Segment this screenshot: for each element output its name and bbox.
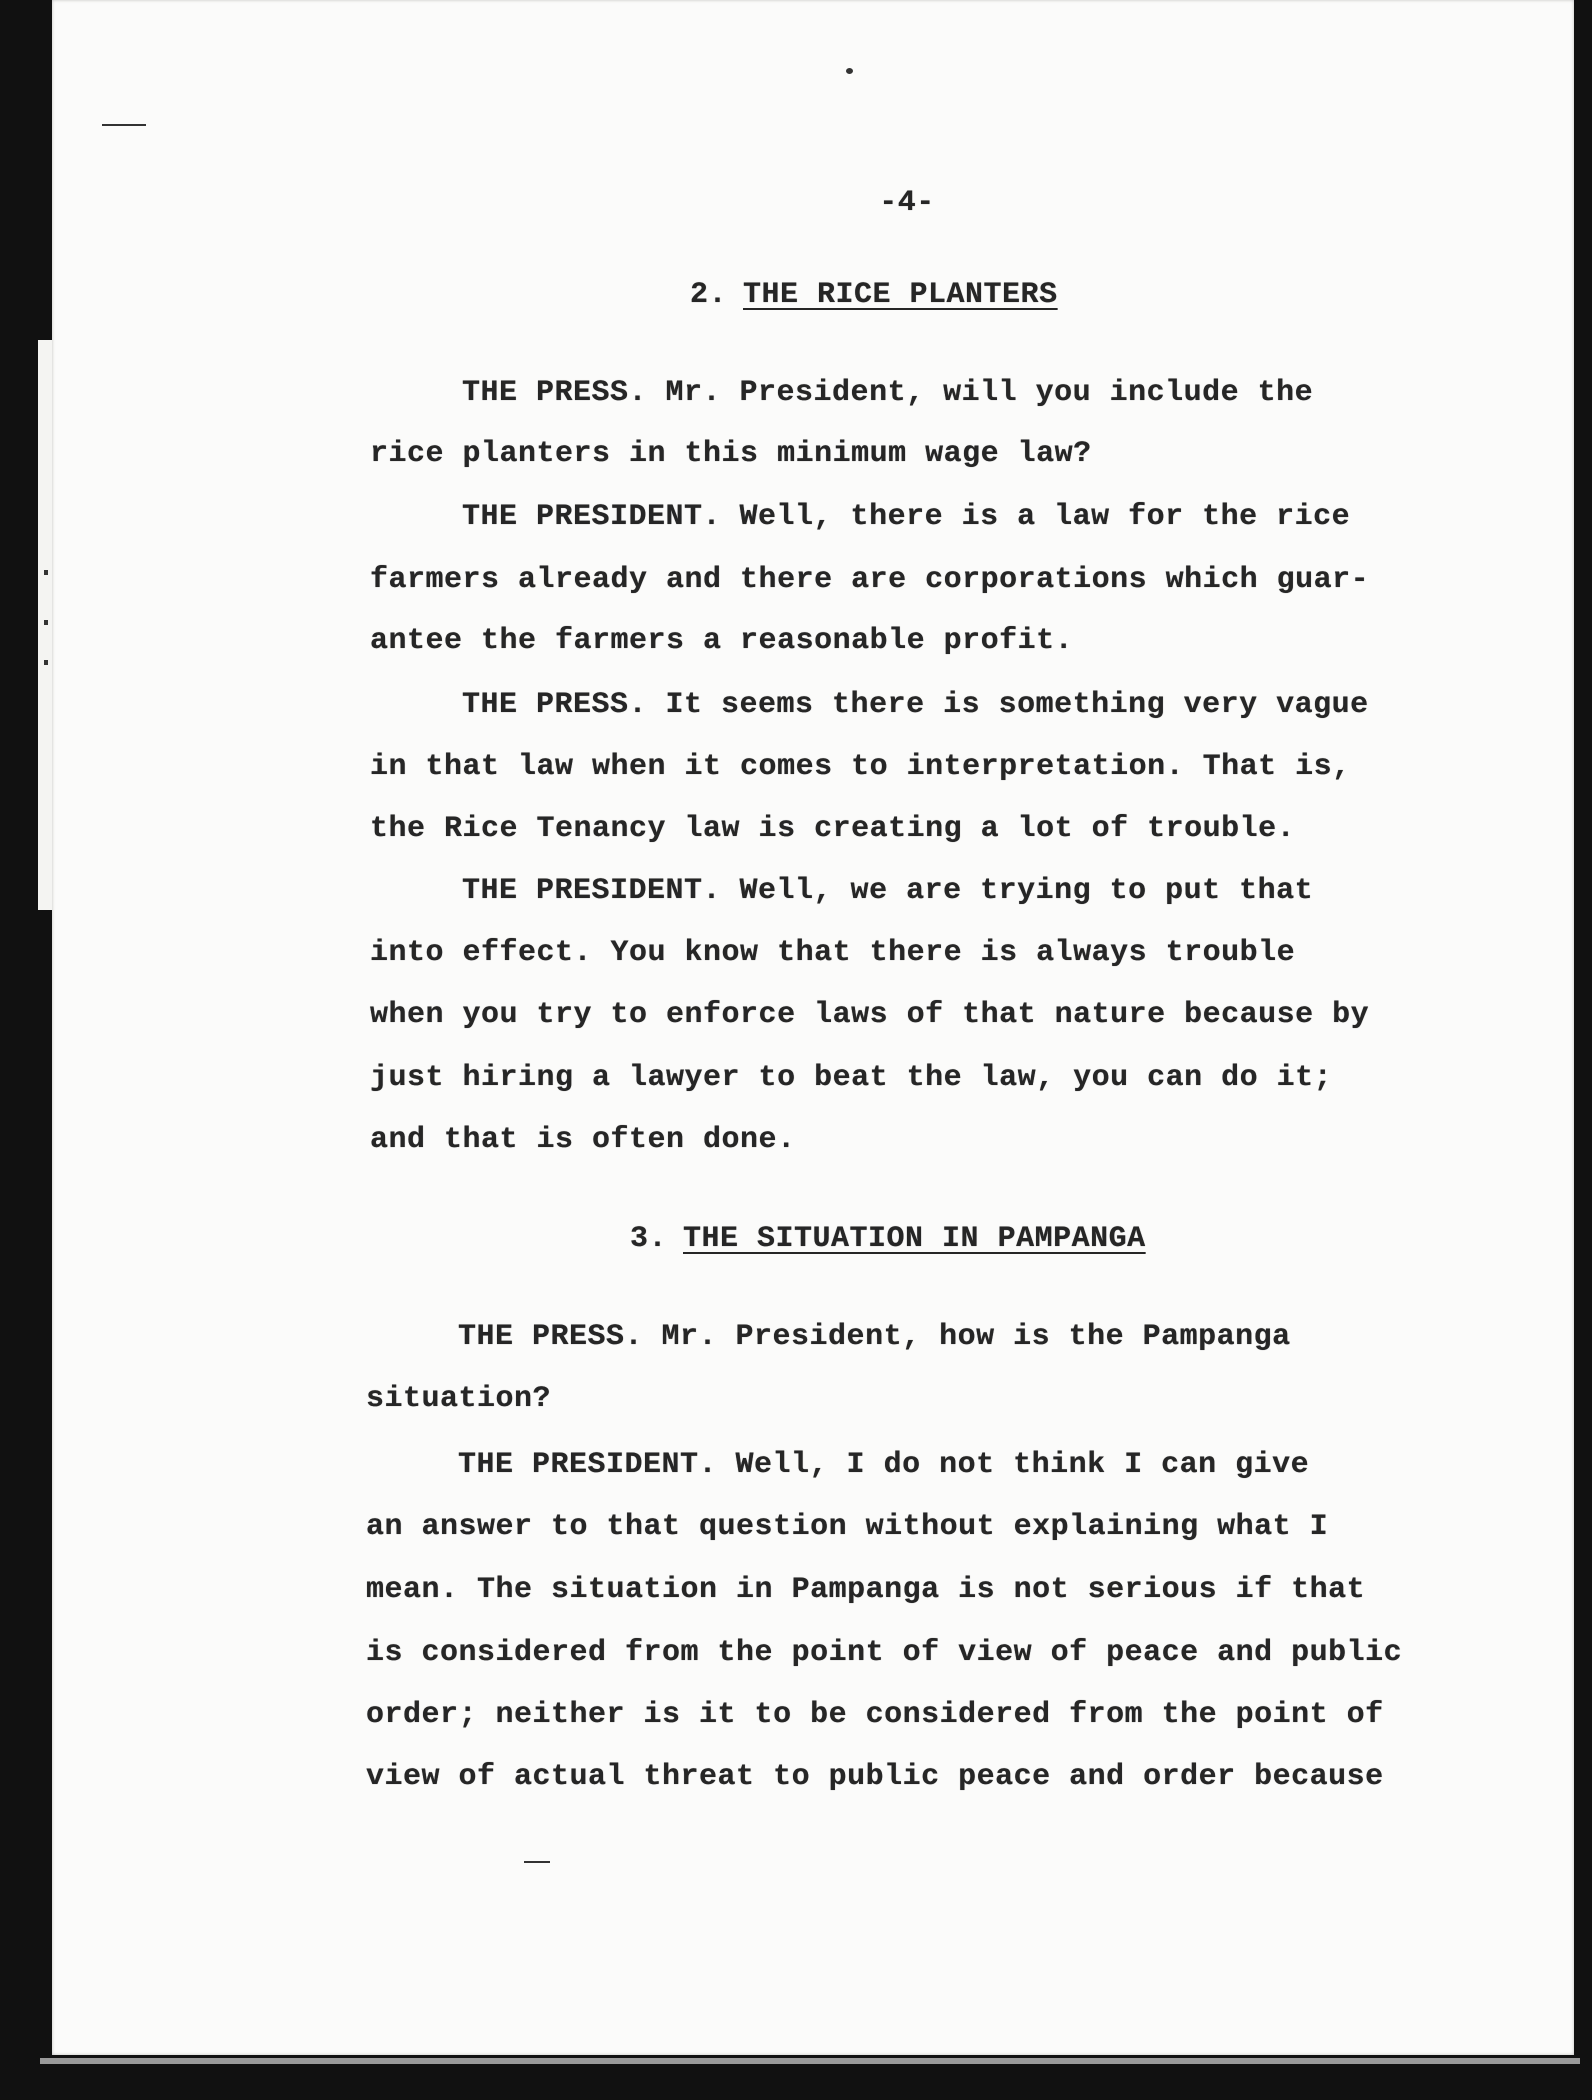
- section-number: 3.: [630, 1222, 668, 1256]
- section-number: 2.: [690, 278, 728, 312]
- document-page: [52, 0, 1574, 2055]
- paragraph-line: is considered from the point of view of peace and public: [366, 1636, 1403, 1670]
- section-heading-rice-planters: [690, 278, 1058, 312]
- bottom-mark: [524, 1861, 550, 1863]
- paragraph-line: order; neither is it to be considered from the point of: [366, 1698, 1384, 1732]
- paragraph-line: and that is often done.: [370, 1123, 796, 1157]
- paragraph-line: rice planters in this minimum wage law?: [370, 437, 1092, 471]
- paragraph-line: mean. The situation in Pampanga is not serious if that: [366, 1573, 1366, 1607]
- paper-bottom-edge: [40, 2058, 1580, 2064]
- tab-dot: [44, 620, 48, 625]
- paragraph-line: THE PRESS. Mr. President, how is the Pampanga: [458, 1320, 1291, 1354]
- paragraph-line: THE PRESIDENT. Well, I do not think I can give: [458, 1448, 1310, 1482]
- paragraph-line: the Rice Tenancy law is creating a lot of trouble.: [370, 812, 1296, 846]
- page-number: -4-: [879, 186, 935, 220]
- paragraph-line: antee the farmers a reasonable profit.: [370, 624, 1074, 658]
- paragraph-line: when you try to enforce laws of that nature because by: [370, 998, 1370, 1032]
- paragraph-line: into effect. You know that there is always trouble: [370, 936, 1296, 970]
- margin-mark: [102, 124, 146, 126]
- section-heading-pampanga: [630, 1222, 1146, 1256]
- paragraph-line: view of actual threat to public peace and order because: [366, 1760, 1384, 1794]
- paragraph-line: THE PRESIDENT. Well, we are trying to put that: [462, 874, 1314, 908]
- paragraph-line: THE PRESS. Mr. President, will you include the: [462, 376, 1314, 410]
- section-title: THE SITUATION IN PAMPANGA: [683, 1222, 1146, 1256]
- paragraph-line: farmers already and there are corporations which guar-: [370, 563, 1370, 597]
- paragraph-line: just hiring a lawyer to beat the law, you can do it;: [370, 1061, 1333, 1095]
- ink-dot: [846, 68, 853, 74]
- paragraph-line: THE PRESIDENT. Well, there is a law for the rice: [462, 500, 1351, 534]
- paragraph-line: THE PRESS. It seems there is something very vague: [462, 688, 1369, 722]
- tab-dot: [44, 570, 48, 575]
- paragraph-line: an answer to that question without explaining what I: [366, 1510, 1329, 1544]
- paragraph-line: in that law when it comes to interpretation. That is,: [370, 750, 1351, 784]
- section-title: THE RICE PLANTERS: [743, 278, 1058, 312]
- tab-dot: [44, 660, 48, 665]
- paragraph-line: situation?: [366, 1382, 552, 1416]
